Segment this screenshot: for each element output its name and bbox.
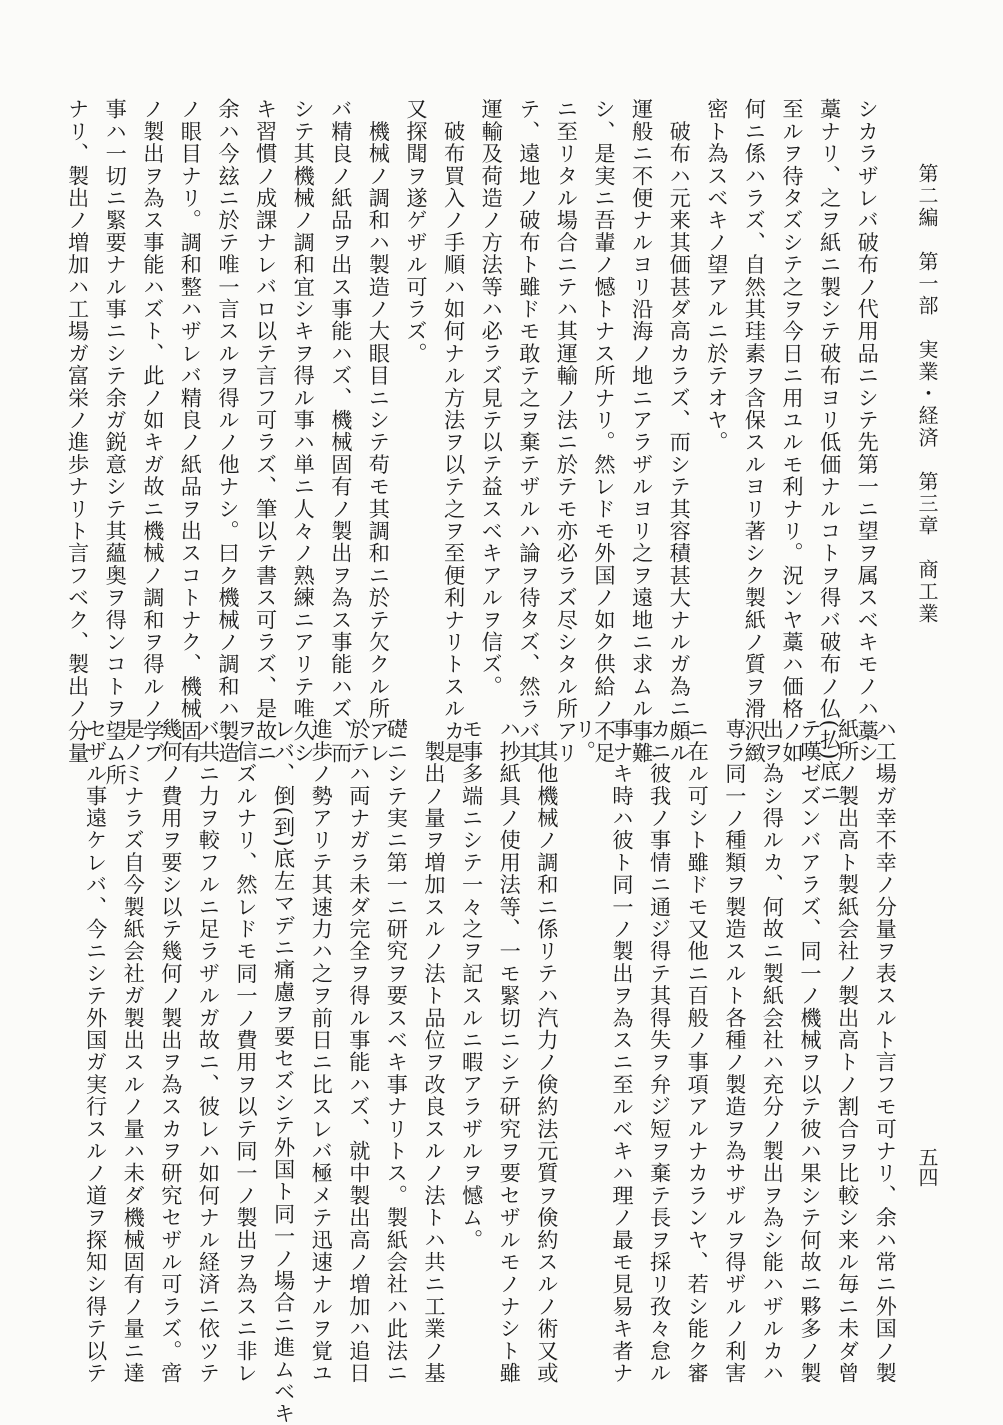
text-column: ナリ、製出ノ増加ハ工場ガ富栄ノ進歩ナリト言フベク、製出ノ分量 [65, 98, 91, 764]
text-column: ノ製出ヲ為ス事能ハズト、此ノ如キガ故ニ機械ノ調和ヲ得ルノ学ブ [140, 98, 166, 764]
page-number: 五四 [915, 1147, 939, 1187]
text-column: テ、遠地ノ破布ト雖ドモ敢テ之ヲ棄テザルハ論ヲ待タズ、然ラバ其 [516, 98, 542, 765]
text-column: 製出ノ量ヲ増加スルノ法ト品位ヲ改良スルノ法トハ共ニ工業ノ基 [422, 718, 447, 1384]
text-column: 礎ニシテ実ニ第一ニ研究ヲ要スベキ事ナリトス。製紙会社ハ此法ニ [384, 718, 410, 1384]
text-column: バ共ニ力ヲ較フルニ足ラザルガ故ニ、彼レハ如何ナル経済ニ依ツテ [196, 718, 222, 1384]
text-column: シカラザレバ破布ノ代用品ニシテ先第一ニ望ヲ属スベキモノハ藁シ [855, 98, 881, 764]
text-column: 密ト為スベキノ望アルニ於テオヤ。 [704, 98, 730, 454]
text-column: セザル事遠ケレバ、今ニシテ外国ガ実行スルノ道ヲ探知シ得テ以テ [83, 718, 109, 1385]
text-column: ヲ信ズルナリ、然レドモ同一ノ費用ヲ以テ同一ノ製出ヲ為スニ非レ [234, 718, 259, 1384]
text-column: 進歩ノ勢アリテ其速力ハ之ヲ前日ニ比スレバ極メテ迅速ナルヲ覚ユ [309, 718, 335, 1384]
text-column: ハ工場ガ幸不幸ノ分量ヲ表スルト言フモ可ナリ、余ハ常ニ外国ノ製 [873, 718, 899, 1384]
text-column: 又探聞ヲ遂ゲザル可ラズ。 [404, 98, 429, 365]
text-column: ニ在ル可シト雖ドモ又他ニ百般ノ事項アルナカランヤ、若シ能ク審 [685, 718, 711, 1384]
text-column: リ。 [572, 718, 598, 763]
text-column: 機械ノ調和ハ製造ノ大眼目ニシテ苟モ其調和ニ於テ欠クル所アレ [366, 98, 392, 764]
text-column: 出ヲ為シ得ルカ、何故ニ製紙会社ハ充分ノ製出ヲ為シ能ハザルカハ [760, 718, 786, 1384]
text-column: 紙所ノ製出高ト製紙会社ノ製出高トノ割合ヲ比較シ来ル毎ニ未ダ曾 [835, 718, 861, 1384]
text-column: キ習慣ノ成課ナレバロ以テ言フ可ラズ、筆以テ書ス可ラズ、是故ニ [253, 98, 279, 764]
text-column: シテ其機械ノ調和宜シキヲ得ル事ハ単ニ人々ノ熟練ニアリテ唯久シ [291, 98, 317, 765]
text-column: カニ彼我ノ事情ニ通ジ得テ其得失ヲ弁ジ短ヲ棄テ長ヲ採リ孜々怠ル [647, 718, 673, 1385]
text-column: 運般ニ不便ナルヨリ沿海ノ地ニアラザルヨリ之ヲ遠地ニ求ムル事難 [629, 98, 655, 764]
text-column: 破布ハ元来其価甚ダ高カラズ、而シテ其容積甚大ナルガ為ニ頗ル [667, 98, 693, 764]
text-column: 破布買入ノ手順ハ如何ナル方法ヲ以テ之ヲ至便利ナリトスルカ是 [441, 98, 467, 764]
text-column: 専ラ同一ノ種類ヲ製造スルト各種ノ製造ヲ為サザルヲ得ザルノ利害 [722, 718, 748, 1384]
text-column: 幾何ノ費用ヲ要シ以テ幾何ノ製出ヲ為スカヲ研究セザル可ラズ。啻 [158, 718, 184, 1384]
text-column: 至ルヲ待タズシテ之ヲ今日ニ用ユルモ利ナリ。況ンヤ藁ハ価格ノ如 [780, 98, 805, 764]
text-column: 何ニ係ハラズ、自然其珪素ヲ含保スルヨリ著シク製紙ノ質ヲ滑沢緻 [742, 98, 768, 764]
text-column: 於テハ両ナガラ未ダ完全ヲ得ル事能ハズ、就中製出高ノ増加ハ追日 [346, 718, 372, 1384]
text-column: バ精良ノ紙品ヲ出ス事能ハズ、機械固有ノ製出ヲ為ス事能ハズ、而 [328, 98, 354, 764]
running-header: 第二編 第一部 実業・経済 第三章 商工業 [915, 163, 939, 625]
text-column: ハ抄紙具ノ使用法等、一モ緊切ニシテ研究ヲ要セザルモノナシト雖 [497, 718, 523, 1384]
text-column: 藁ナリ、之ヲ紙ニ製シテ破布ヨリ低価ナルコトヲ得バ破布ノ仏(払)底ニ [817, 98, 843, 805]
text-column: レバ、倒(到)底左マデニ痛慮ヲ要セズシテ外国ト同一ノ場合ニ進ムベキ [271, 718, 297, 1425]
text-column: モ事多端ニシテ一々之ヲ記スルニ暇アラザルヲ憾ム。 [459, 718, 485, 1251]
text-column: ニ至リタル場合ニテハ其運輸ノ法ニ於テモ亦必ラズ尽シタル所アリ [554, 98, 580, 764]
text-column: ノ眼目ナリ。調和整ハザレバ精良ノ紙品ヲ出スコトナク、機械固有 [178, 98, 204, 764]
text-column: 運輸及荷造ノ方法等ハ必ラズ見テ以テ益スベキアルヲ信ズ。 [479, 98, 505, 698]
text-column: 其他機械ノ調和ニ係リテハ汽力ノ倹約法元質ヲ倹約スルノ術又或 [534, 718, 560, 1384]
text-column: 事ナキ時ハ彼ト同一ノ製出ヲ為スニ至ルベキハ理ノ最モ見易キ者ナ [610, 718, 635, 1385]
text-column: シ、是実ニ吾輩ノ憾トナス所ナリ。然レドモ外国ノ如ク供給ノ不足 [592, 98, 617, 764]
text-column: 余ハ今玆ニ於テ唯一言スルヲ得ルノ他ナシ。曰ク機械ノ調和ハ製造 [216, 98, 241, 764]
text-column: 是ノミナラズ自今製紙会社ガ製出スルノ量ハ未ダ機械固有ノ量ニ達 [121, 718, 147, 1385]
text-column: テ嘆ゼズンバアラズ、同一ノ機械ヲ以テ彼ハ果シテ何故ニ夥多ノ製 [798, 718, 823, 1384]
text-column: 事ハ一切ニ緊要ナル事ニシテ余ガ鋭意シテ其蘊奥ヲ得ンコトヲ望ム所 [103, 98, 129, 787]
